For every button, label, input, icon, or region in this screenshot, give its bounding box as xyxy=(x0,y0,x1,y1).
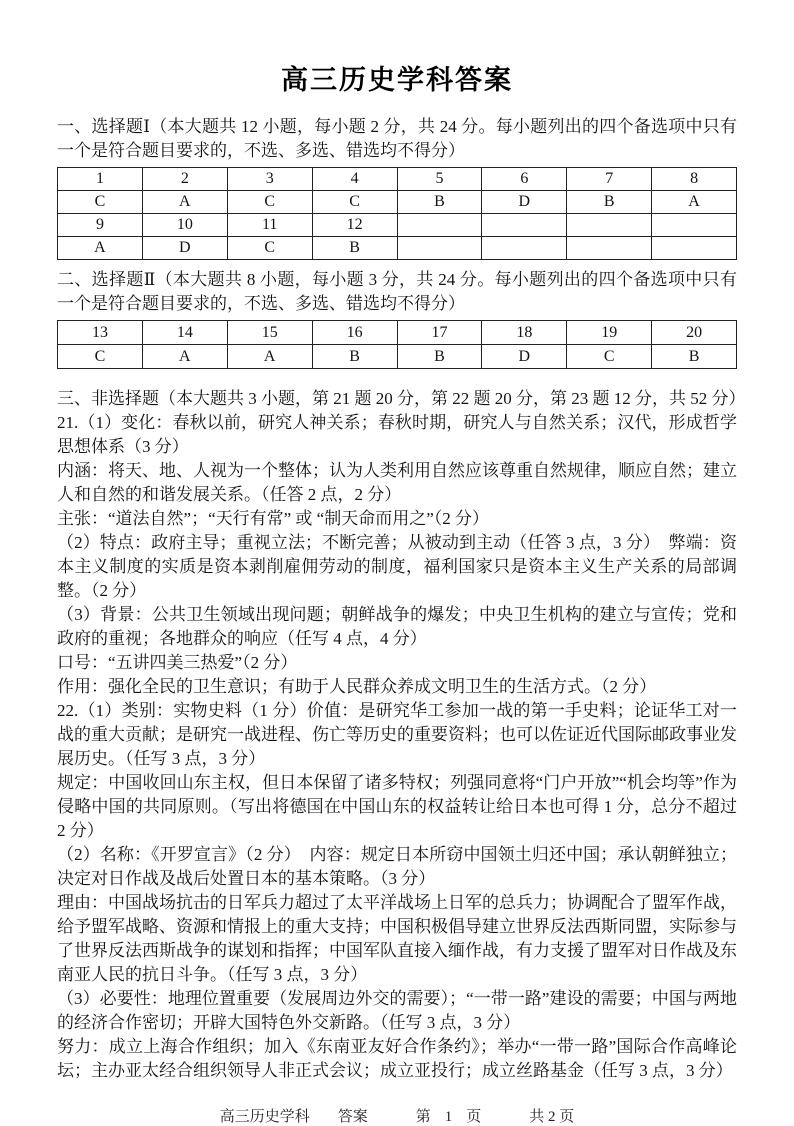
table-row xyxy=(58,214,737,237)
table-row xyxy=(58,345,737,369)
table-row xyxy=(58,191,737,214)
question-number-cell: 18 xyxy=(482,321,567,345)
answer-paragraph: （2）特点：政府主导；重视立法；不断完善；从被动到主动（任答 3 点，3 分） 弊端：资本主义制度的实质是资本剥削雇佣劳动的制度，福利国家只是资本主义生产关系的局部调整。（2 分） xyxy=(57,533,737,600)
answer-paragraph: （2）名称：《开罗宣言》（2 分） 内容：规定日本所窃中国领土归还中国；承认朝鲜独立；决定对日作战及战后处置日本的基本策略。（3 分） xyxy=(57,845,737,888)
answer-paragraph: 理由：中国战场抗击的日军兵力超过了太平洋战场上日军的总兵力；协调配合了盟军作战，给予盟军战略、资源和情报上的重大支持；中国积极倡导建立世界反法西斯同盟，实际参与了世界反法西斯战争的谋划和指挥；中国军队直接入缅作战，有力支援了盟军对日作战及东南亚人民的抗日斗争。（任写 3 点，3 分） xyxy=(57,893,737,984)
table-row xyxy=(58,168,737,191)
footer-doc-label: 答案 xyxy=(337,1109,368,1125)
answer-cell: D xyxy=(482,191,567,214)
question-number-cell: 20 xyxy=(652,321,737,345)
free-response-section xyxy=(57,387,746,1083)
section2-instructions: 二、选择题Ⅱ（本大题共 8 小题，每小题 3 分，共 24 分。每小题列出的四个备选项中只有一个是符合题目要求的，不选、多选、错选均不得分） xyxy=(57,270,737,313)
answer-cell: A xyxy=(227,345,312,369)
footer-page-number: 1 xyxy=(444,1109,453,1125)
answer-cell xyxy=(567,237,652,260)
answer-cell: C xyxy=(567,345,652,369)
answer-paragraph: 主张：“道法自然”；“天行有常” 或 “制天命而用之”（2 分） xyxy=(57,509,490,528)
question-number-cell xyxy=(397,214,482,237)
answer-paragraph: 规定：中国收回山东主权，但日本保留了诸多特权；列强同意将“门户开放”“机会均等”作为侵略中国的共同原则。（写出将德国在中国山东的权益转让给日本也可得 1 分，总分不超过 2 分） xyxy=(57,773,737,840)
answer-cell: A xyxy=(58,237,143,260)
answer-cell: C xyxy=(312,191,397,214)
answer-paragraph: 21.（1）变化：春秋以前，研究人神关系；春秋时期，研究人与自然关系；汉代，形成哲学思想体系（3 分） xyxy=(57,413,737,456)
answer-cell: B xyxy=(652,345,737,369)
answer-paragraph: 作用：强化全民的卫生意识；有助于人民群众养成文明卫生的生活方式。（2 分） xyxy=(57,677,657,696)
answer-paragraph: 内涵：将天、地、人视为一个整体；认为人类利用自然应该尊重自然规律，顺应自然；建立人和自然的和谐发展关系。（任答 2 点，2 分） xyxy=(57,461,737,504)
answer-cell: C xyxy=(227,191,312,214)
answer-paragraph: 22.（1）类别：实物史料（1 分）价值：是研究华工参加一战的第一手史料；论证华工对一战的重大贡献；是研究一战进程、伤亡等历史的重要资料；也可以佐证近代国际邮政事业发展历史。（任写 3 点，3 分） xyxy=(57,701,737,768)
question-number-cell: 6 xyxy=(482,168,567,191)
question-number-cell: 1 xyxy=(58,168,143,191)
answer-cell: D xyxy=(142,237,227,260)
question-number-cell: 9 xyxy=(58,214,143,237)
question-number-cell: 15 xyxy=(227,321,312,345)
question-number-cell: 16 xyxy=(312,321,397,345)
answer-paragraph: （3）必要性：地理位置重要（发展周边外交的需要）；“一带一路”建设的需要；中国与两地的经济合作密切；开辟大国特色外交新路。（任写 3 点，3 分） xyxy=(57,989,737,1032)
answer-cell: B xyxy=(397,345,482,369)
footer-subject: 高三历史学科 xyxy=(219,1109,310,1125)
footer-page-prefix: 第 xyxy=(415,1109,431,1125)
answer-cell xyxy=(482,237,567,260)
question-number-cell: 11 xyxy=(227,214,312,237)
answer-cell: A xyxy=(142,345,227,369)
question-number-cell: 5 xyxy=(397,168,482,191)
answer-cell: C xyxy=(58,345,143,369)
question-number-cell: 13 xyxy=(58,321,143,345)
question-number-cell: 12 xyxy=(312,214,397,237)
table-row xyxy=(58,237,737,260)
answer-cell xyxy=(397,237,482,260)
answer-cell: B xyxy=(567,191,652,214)
question-number-cell: 17 xyxy=(397,321,482,345)
page-footer xyxy=(57,1105,737,1126)
answer-cell: C xyxy=(58,191,143,214)
page-title: 高三历史学科答案 xyxy=(281,65,513,95)
answers-table-1 xyxy=(57,167,737,260)
question-number-cell: 10 xyxy=(142,214,227,237)
table-row xyxy=(58,321,737,345)
question-number-cell: 8 xyxy=(652,168,737,191)
answer-cell: D xyxy=(482,345,567,369)
footer-page-suffix: 页 xyxy=(466,1109,482,1125)
section3-instructions: 三、非选择题（本大题共 3 小题，第 21 题 20 分，第 22 题 20 分，第 23 题 12 分，共 52 分） xyxy=(57,389,746,408)
section1-instructions: 一、选择题Ⅰ（本大题共 12 小题，每小题 2 分，共 24 分。每小题列出的四个备选项中只有一个是符合题目要求的，不选、多选、错选均不得分） xyxy=(57,117,737,160)
answer-paragraph: （3）背景：公共卫生领域出现问题；朝鲜战争的爆发；中央卫生机构的建立与宣传；党和政府的重视；各地群众的响应（任写 4 点，4 分） xyxy=(57,605,737,648)
question-number-cell: 19 xyxy=(567,321,652,345)
question-number-cell: 7 xyxy=(567,168,652,191)
answer-cell: B xyxy=(397,191,482,214)
answer-cell xyxy=(652,237,737,260)
answer-cell: A xyxy=(652,191,737,214)
answer-cell: A xyxy=(142,191,227,214)
question-number-cell: 14 xyxy=(142,321,227,345)
answer-paragraph: 努力：成立上海合作组织；加入《东南亚友好合作条约》；举办“一带一路”国际合作高峰论坛；主办亚太经合组织领导人非正式会议；成立亚投行；成立丝路基金（任写 3 点，3 分） xyxy=(57,1037,737,1080)
question-number-cell xyxy=(652,214,737,237)
answer-cell: C xyxy=(227,237,312,260)
answers-table-2 xyxy=(57,320,737,369)
question-number-cell: 3 xyxy=(227,168,312,191)
answer-paragraph: 口号：“五讲四美三热爱”（2 分） xyxy=(57,653,298,672)
question-number-cell xyxy=(482,214,567,237)
footer-total-pages: 共 2 页 xyxy=(529,1109,575,1125)
question-number-cell xyxy=(567,214,652,237)
answer-cell: B xyxy=(312,345,397,369)
answer-cell: B xyxy=(312,237,397,260)
question-number-cell: 2 xyxy=(142,168,227,191)
question-number-cell: 4 xyxy=(312,168,397,191)
